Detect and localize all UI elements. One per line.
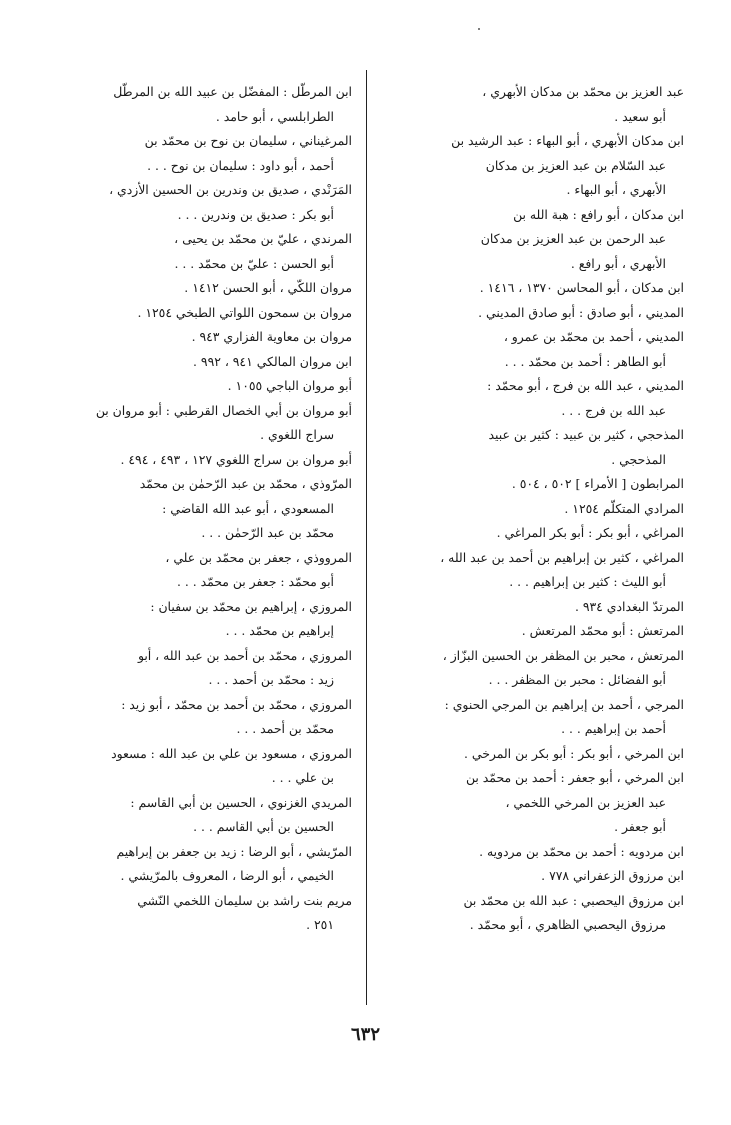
index-entry [378,595,684,620]
entry-heading: المراغي ، كثير بن إبراهيم بن أحمد بن عبد الله ، [440,549,684,565]
index-entry [378,129,684,203]
entry-heading: المرووذي ، جعفر بن محمّد بن علي ، [165,549,352,565]
left-column [52,80,352,938]
entry-heading: المرابطون [ الأمراء ] ٥٠٢ ، ٥٠٤ . [511,476,684,491]
index-entry [378,840,684,865]
index-entry [52,840,352,889]
entry-heading: المروزي ، مسعود بن علي بن عبد الله : مسعود [111,745,352,761]
entry-continuation: أبو الفضائل : محبر بن المظفر . . . [488,672,666,687]
index-entry [378,80,684,129]
index-entry [52,791,352,840]
index-entry [378,644,684,693]
entry-heading: المذحجي ، كثير بن عبيد : كثير بن عبيد [488,427,684,442]
entry-heading: المراغي ، أبو بكر : أبو بكر المراغي . [496,525,684,540]
index-entry [52,399,352,448]
entry-continuation: الأبهري ، أبو رافع . [570,255,666,271]
index-entry [52,546,352,595]
index-entry [52,325,352,350]
entry-heading: أبو مروان الباجي ١٠٥٥ . [227,378,352,393]
entry-continuation: أبو الليث : كثير بن إبراهيم . . . [509,574,666,589]
entry-heading: أبو مروان بن أبي الخصال القرطبي : أبو مروان بن [95,402,352,418]
entry-continuation: إبراهيم بن محمّد . . . [225,623,334,638]
entry-continuation: زيد : محمّد بن أحمد . . . [208,672,334,687]
entry-continuation: المذحجي . [611,451,666,467]
entry-continuation: أبو الحسن : عليّ بن محمّد . . . [174,255,334,271]
entry-heading: المديني ، أحمد بن محمّد بن عمرو ، [503,329,684,344]
entry-heading: المَرَنْدي ، صديق بن وندرين بن الحسين الأزدي ، [109,182,352,197]
entry-heading: المديني ، أبو صادق : أبو صادق المديني . [478,304,684,320]
column-divider [366,70,367,1005]
index-entry [52,227,352,276]
index-entry [378,472,684,497]
index-entry [52,374,352,399]
entry-heading: المرتعش ، محبر بن المظفر بن الحسين البزّاز ، [442,647,684,663]
index-entry [378,301,684,326]
entry-heading: المرتدّ البغدادي ٩٣٤ . [574,598,684,614]
index-entry [52,80,352,129]
entry-continuation: مرزوق اليحصبي الظاهري ، أبو محمّد . [469,917,666,932]
entry-heading: ابن مرزوق الزعفراني ٧٧٨ . [541,868,684,883]
index-entry [378,619,684,644]
entry-continuation: عبد الله بن فرج . . . [561,402,666,418]
entry-continuation: أبو محمّد : جعفر بن محمّد . . . [176,574,334,589]
entry-heading: مريم بنت راشد بن سليمان اللخمي النّشي [137,892,352,908]
index-entry [52,644,352,693]
index-entry [378,497,684,522]
entry-continuation: عبد العزيز بن المرخي اللخمي ، [505,794,666,810]
entry-heading: المرندي ، عليّ بن محمّد بن يحيى ، [174,231,352,246]
index-entry [378,374,684,423]
entry-heading: المريدي الغزنوي ، الحسين بن أبي القاسم : [130,794,352,810]
page-number: ٦٣٢ [350,1024,380,1045]
entry-heading: ابن مرزوق اليحصبي : عبد الله بن محمّد بن [463,892,684,908]
entry-continuation: الأبهري ، أبو البهاء . [566,182,666,197]
entry-continuation: المسعودي ، أبو عبد الله القاضي : [162,500,334,516]
entry-continuation: ٢٥١ . [306,917,334,932]
index-entry [378,325,684,374]
entry-heading: المرادي المتكلّم ١٢٥٤ . [564,500,684,516]
entry-continuation: محمّد بن أحمد . . . [236,721,334,736]
entry-heading: مروان بن سمحون اللواتي الطبخي ١٢٥٤ . [137,304,352,320]
index-entry [52,301,352,326]
index-entry [378,766,684,840]
entry-heading: المرتعش : أبو محمّد المرتعش . [521,623,684,638]
entry-heading: ابن مروان المالكي ٩٤١ ، ٩٩٢ . [193,353,352,369]
entry-heading: مروان اللكّي ، أبو الحسن ١٤١٢ . [184,280,352,295]
entry-continuation: الطرابلسي ، أبو حامد . [215,108,334,124]
entry-continuation: أحمد ، أبو داود : سليمان بن نوح . . . [147,157,334,173]
entry-continuation: أبو الطاهر : أحمد بن محمّد . . . [504,353,666,369]
right-column [378,80,684,938]
entry-heading: المديني ، عبد الله بن فرج ، أبو محمّد : [487,378,684,393]
entry-heading: ابن المرخي ، أبو بكر : أبو بكر بن المرخي . [464,745,684,761]
entry-continuation: عبد السّلام بن عبد العزيز بن مدكان [485,157,666,173]
index-entry [378,546,684,595]
index-entry [52,889,352,938]
index-entry [52,595,352,644]
entry-heading: أبو مروان بن سراج اللغوي ١٢٧ ، ٤٩٣ ، ٤٩٤ . [120,451,352,467]
entry-continuation: سراج اللغوي . [260,427,334,442]
entry-heading: المرّوذي ، محمّد بن عبد الرّحمٰن بن محمّد [139,476,352,491]
index-entry [52,178,352,227]
index-entry [52,276,352,301]
entry-continuation: أبو سعيد . [614,108,666,124]
index-entry [378,521,684,546]
stray-mark [478,28,480,30]
entry-heading: المروزي ، محمّد بن أحمد بن محمّد ، أبو زيد : [121,696,352,712]
index-entry [52,693,352,742]
entry-heading: ابن المرطّل : المفضّل بن عبيد الله بن المرطّل [113,84,352,99]
index-entry [378,889,684,938]
index-entry [378,423,684,472]
index-entry [52,350,352,375]
entry-heading: المرّيشي ، أبو الرضا : زيد بن جعفر بن إبراهيم [116,843,352,859]
index-entry [378,276,684,301]
entry-continuation: أبو جعفر . [614,819,666,834]
index-entry [52,742,352,791]
entry-heading: ابن المرخي ، أبو جعفر : أحمد بن محمّد بن [465,770,684,785]
index-entry [378,203,684,277]
entry-continuation: الحسين بن أبي القاسم . . . [193,819,334,834]
index-entry [52,129,352,178]
index-entry [52,472,352,546]
entry-heading: المروزي ، محمّد بن أحمد بن عبد الله ، أبو [137,647,352,663]
index-entry [378,693,684,742]
entry-heading: ابن مردويه : أحمد بن محمّد بن مردويه . [479,843,684,859]
index-entry [378,742,684,767]
entry-continuation: عبد الرحمن بن عبد العزيز بن مدكان [480,231,666,246]
index-entry [378,864,684,889]
entry-heading: المروزي ، إبراهيم بن محمّد بن سفيان : [150,598,352,614]
entry-heading: مروان بن معاوية الفزاري ٩٤٣ . [191,329,352,344]
entry-heading: عبد العزيز بن محمّد بن مدكان الأبهري ، [482,84,684,99]
entry-heading: المرجي ، أحمد بن إبراهيم بن المرجي الحنوي : [444,696,684,712]
entry-continuation: محمّد بن عبد الرّحمٰن . . . [201,525,334,540]
entry-heading: ابن مدكان ، أبو المحاسن ١٣٧٠ ، ١٤١٦ . [479,280,684,295]
entry-continuation: بن علي . . . [271,770,334,785]
entry-heading: المرغيناني ، سليمان بن نوح بن محمّد بن [144,133,352,148]
index-entry [52,448,352,473]
entry-heading: ابن مدكان الأبهري ، أبو البهاء : عبد الرشيد بن [451,133,684,148]
entry-continuation: أحمد بن إبراهيم . . . [561,721,666,736]
entry-continuation: الخيمي ، أبو الرضا ، المعروف بالمرّيشي . [120,868,334,883]
entry-heading: ابن مدكان ، أبو رافع : هبة الله بن [513,206,684,222]
entry-continuation: أبو بكر : صديق بن وندرين . . . [177,206,334,222]
